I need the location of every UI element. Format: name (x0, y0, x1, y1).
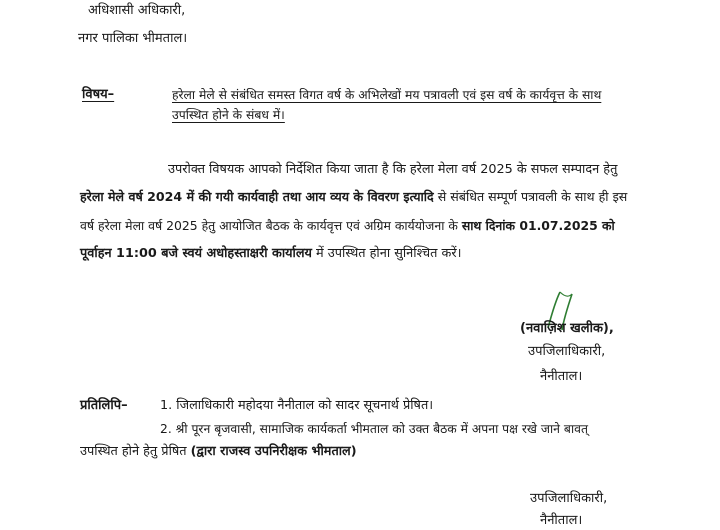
copy-item2-line1: 2. श्री पूरन बृजवासी, सामाजिक कार्यकर्ता भीमताल को उक्त बैठक में अपना पक्ष रखे जाने बावत् (160, 422, 588, 436)
subject-line2: उपस्थित होने के संबध में। (172, 108, 285, 122)
addressee-line1: अधिशासी अधिकारी, (88, 3, 186, 18)
body-line1: उपरोक्त विषयक आपको निर्देशित किया जाता है कि हरेला मेला वर्ष 2025 के सफल सम्पादन हेतु (168, 162, 618, 177)
copy-item2-rest: उपस्थित होने हेतु प्रेषित (80, 444, 191, 459)
copy-item2-line2 (80, 443, 357, 461)
body-line3-bold: साथ दिनांक 01.07.2025 को (461, 218, 615, 233)
signatory-designation: उपजिलाधिकारी, (528, 344, 606, 359)
body-line2 (80, 188, 627, 206)
body-line4-rest: में उपस्थित होना सुनिश्चित करें। (311, 246, 462, 261)
body-line3 (80, 217, 615, 235)
signatory-place: नैनीताल। (540, 369, 583, 384)
footer-place: नैनीताल। (540, 513, 583, 528)
signatory-name: (नवाज़िश खलीक), (520, 321, 614, 336)
body-line3-a: वर्ष हरेला मेला वर्ष 2025 हेतु आयोजित बैठक के कार्यवृत्त एवं अग्रिम कार्ययोजना के (80, 218, 462, 233)
subject-line1: हरेला मेले से संबंधित समस्त विगत वर्ष के अभिलेखों मय पत्रावली एवं इस वर्ष के कार्यवृत्त के साथ (172, 88, 602, 102)
copy-item1: 1. जिलाधिकारी महोदया नैनीताल को सादर सूचनार्थ प्रेषित। (160, 398, 434, 413)
copy-item2-bold: (द्वारा राजस्व उपनिरीक्षक भीमताल) (190, 444, 357, 459)
copy-label: प्रतिलिपि– (80, 398, 128, 413)
footer-designation: उपजिलाधिकारी, (530, 491, 608, 506)
body-line4 (80, 245, 461, 263)
body-line4-bold: पूर्वाहन 11:00 बजे स्वयं अधोहस्ताक्षरी कार्यालय (80, 246, 312, 261)
subject-label: विषय– (82, 87, 115, 102)
body-line2-rest: से संबंधित सम्पूर्ण पत्रावली के साथ ही इस (433, 189, 628, 204)
addressee-line2: नगर पालिका भीमताल। (78, 31, 188, 46)
body-line2-bold: हरेला मेले वर्ष 2024 में की गयी कार्यवाही तथा आय व्यय के विवरण इत्यादि (80, 189, 434, 204)
